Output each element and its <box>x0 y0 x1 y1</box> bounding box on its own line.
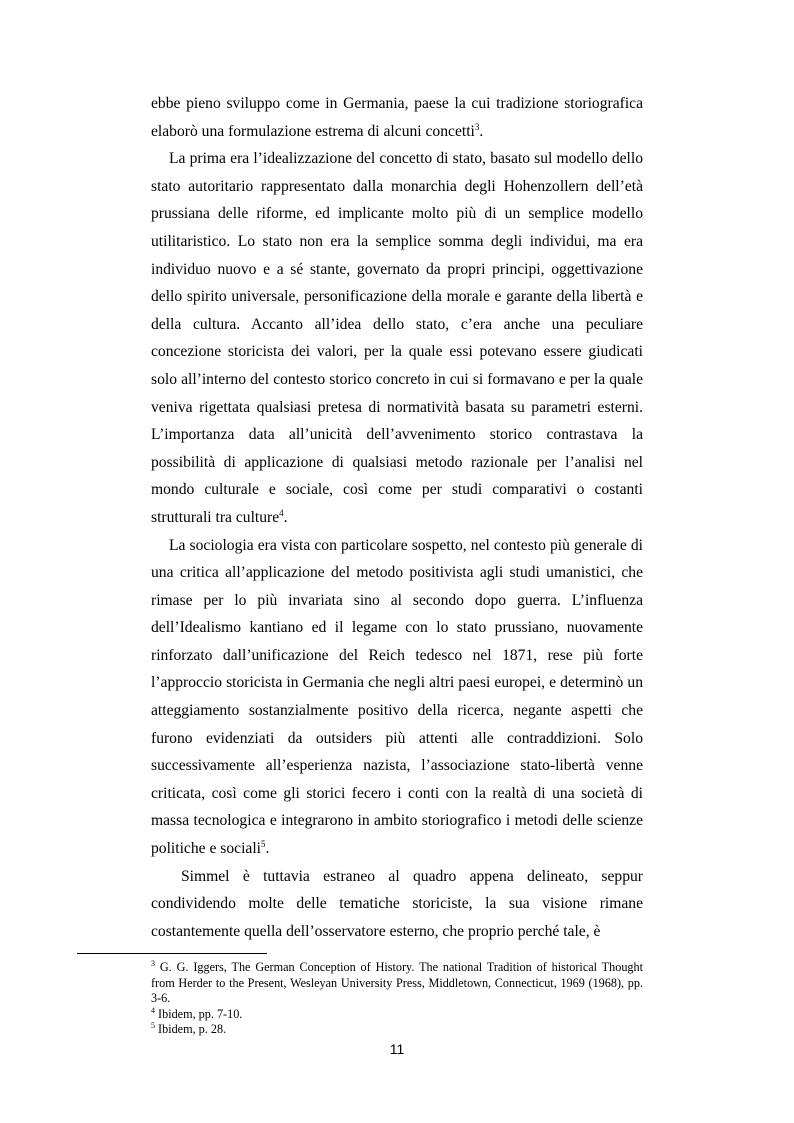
paragraph-2 <box>151 145 643 531</box>
paragraph-2-text: La prima era l’idealizzazione del concetto di stato, basato sul modello dello stato autoritario rappresentato dalla monarchia degli Hohenzollern dell’età prussiana delle riforme, ed implicante molto più di un semplice modello utilitaristico. Lo stato non era la semplice somma degli individui, ma era individuo nuovo e a sé stante, governato da propri principi, oggettivazione dello spirito universale, personificazione della morale e garante della libertà e della cultura. Accanto all’idea dello stato, c’era anche una peculiare concezione storicista dei valori, per la quale essi potevano essere giudicati solo all’interno del contesto storico concreto in cui si formavano e per la quale veniva rigettata qualsiasi pretesa di normatività basata su parametri esterni. L’importanza data all’unicità dell’avvenimento storico contrastava la possibilità di applicazione di qualsiasi metodo razionale per l’analisi nel mondo culturale e sociale, così come per studi comparativi o costanti strutturali tra culture <box>151 150 643 526</box>
footnote-3 <box>151 960 643 1007</box>
footnote-separator <box>77 953 267 954</box>
footnote-text: G. G. Iggers, The German Conception of History. The national Tradition of historical Thought from Herder to the Present, Wesleyan University Press, Middletown, Connecticut, 1969 (1968), pp. 3-6. <box>151 960 643 1006</box>
footnote-number: 5 <box>151 1021 155 1031</box>
footnote-5 <box>151 1022 643 1038</box>
body-text <box>151 90 643 945</box>
footnotes <box>151 960 643 1038</box>
paragraph-3-end: . <box>265 840 270 858</box>
paragraph-3 <box>151 532 643 863</box>
footnote-text: Ibidem, pp. 7-10. <box>155 1006 243 1021</box>
footnote-reference-5[interactable]: 5 <box>261 838 266 849</box>
footnote-text: Ibidem, p. 28. <box>155 1022 227 1037</box>
footnote-number: 4 <box>151 1005 155 1015</box>
page-number: 11 <box>389 1041 405 1057</box>
paragraph-1 <box>151 90 643 145</box>
paragraph-1-text: ebbe pieno sviluppo come in Germania, paese la cui tradizione storiografica elaborò una formulazione estrema di alcuni concetti <box>151 95 643 140</box>
paragraph-2-end: . <box>283 508 288 526</box>
paragraph-4 <box>151 863 643 946</box>
footnote-reference-3[interactable]: 3 <box>474 121 480 132</box>
footnote-reference-4[interactable]: 4 <box>279 507 284 518</box>
paragraph-1-end: . <box>479 122 484 140</box>
footnote-number: 3 <box>151 958 155 968</box>
footnote-4 <box>151 1007 643 1023</box>
paragraph-4-text: Simmel è tuttavia estraneo al quadro appena delineato, seppur condividendo molte delle tematiche storiciste, la sua visione rimane costantemente quella dell’osservatore esterno, che proprio perché tale, è <box>151 867 643 940</box>
paragraph-3-text: La sociologia era vista con particolare sospetto, nel contesto più generale di una critica all’applicazione del metodo positivista agli studi umanistici, che rimase per lo più invariata sino al secondo dopo guerra. L’influenza dell’Idealismo kantiano ed il legame con lo stato prussiano, nuovamente rinforzato dall’unificazione del Reich tedesco nel 1871, rese più forte l’approccio storicista in Germania che negli altri paesi europei, e determinò un atteggiamento sostanzialmente positivo della ricerca, negante aspetti che furono evidenziati da outsiders più attenti alle contraddizioni. Solo successivamente all’esperienza nazista, l’associazione stato-libertà venne criticata, così come gli storici fecero i conti con la realtà di una società di massa tecnologica e integrarono in ambito storiografico i metodi delle scienze politiche e sociali <box>151 536 643 858</box>
